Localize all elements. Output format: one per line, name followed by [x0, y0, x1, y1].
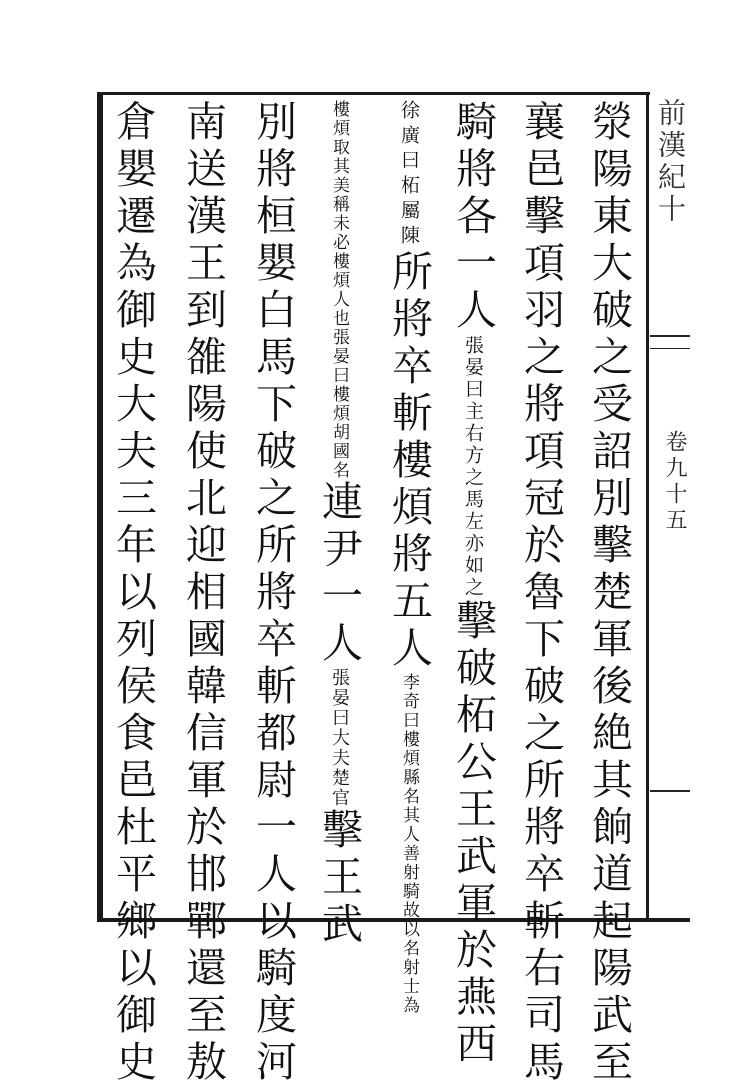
- commentary-note: 徐廣曰柘屬陳: [398, 100, 420, 250]
- text-column-3: [449, 100, 497, 1069]
- fish-tail-mark-inner: [650, 348, 690, 349]
- main-text: 連尹一人: [315, 480, 363, 668]
- text-column-2: [517, 100, 565, 1087]
- main-text: 別將桓嬰白馬下破之所將卒斬都尉一人以騎度河: [249, 100, 297, 1087]
- frame-left-rule: [97, 92, 103, 922]
- fish-tail-mark: [650, 335, 690, 337]
- main-text: 滎陽東大破之受詔別擊楚軍後絶其餉道起陽武至: [585, 100, 633, 1087]
- commentary-note: 張晏曰大夫楚官: [329, 668, 350, 808]
- main-text: 擊破柘公王武軍於燕西: [449, 599, 497, 1069]
- fish-tail-mark-lower: [650, 790, 690, 792]
- juan-number: 卷九十五: [662, 430, 687, 534]
- text-column-4: [385, 100, 433, 1015]
- text-column-1: [585, 100, 633, 1087]
- commentary-note: 張晏曰主右方之馬左亦如之: [462, 335, 484, 599]
- commentary-note: 樓煩取其美稱未必樓煩人也張晏曰樓煩胡國名: [329, 100, 349, 480]
- text-column-8: [109, 100, 157, 1087]
- text-column-6: [249, 100, 297, 1087]
- main-text: 騎將各一人: [449, 100, 497, 335]
- main-text: 所將卒斬樓煩將五人: [385, 250, 433, 673]
- main-text: 倉嬰遷為御史大夫三年以列侯食邑杜平鄉以御史: [109, 100, 157, 1087]
- text-column-7: [179, 100, 227, 1087]
- main-text: 南送漢王到雒陽使北迎相國韓信軍於邯鄲還至敖: [179, 100, 227, 1087]
- frame-right-rule: [646, 92, 649, 920]
- text-column-5: [315, 100, 363, 949]
- main-text: 襄邑擊項羽之將項冠於魯下破之所將卒斬右司馬: [517, 100, 565, 1087]
- commentary-note: 李奇曰樓煩縣名其人善射騎故以名射士為: [399, 673, 419, 1015]
- frame-top-rule: [100, 92, 650, 95]
- main-text: 擊王武: [315, 808, 363, 949]
- margin-title: 前漢紀十: [654, 98, 687, 226]
